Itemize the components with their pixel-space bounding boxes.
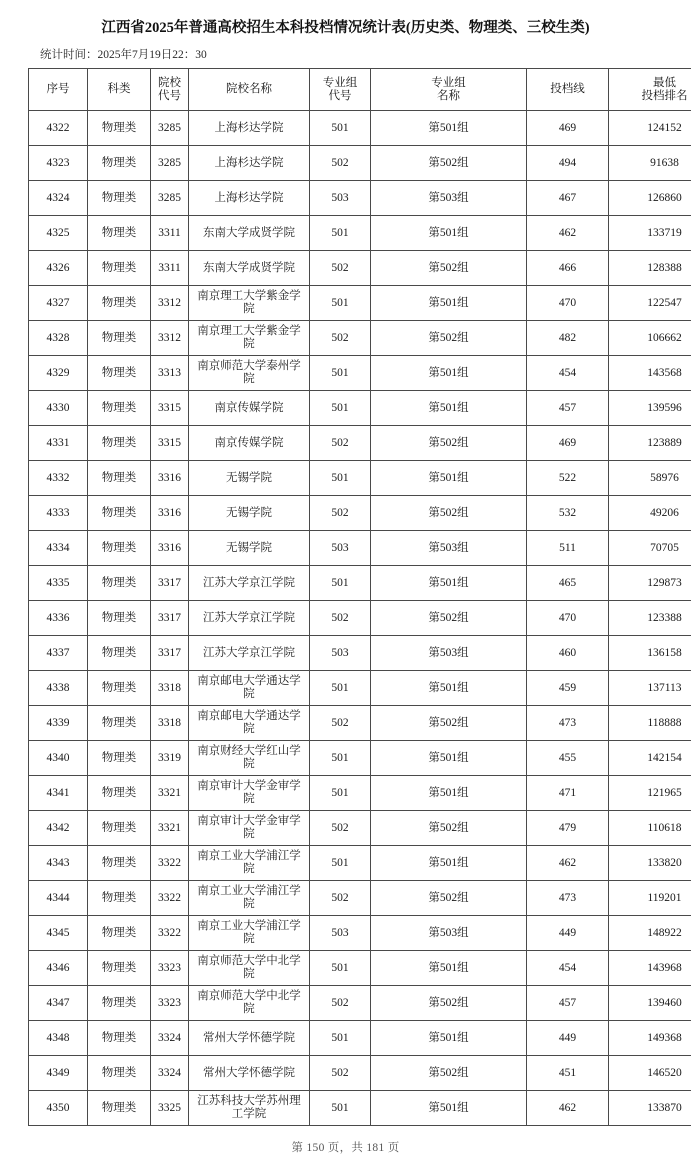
cell-group-code: 502 [310,811,371,846]
cell-min-rank: 124152 [609,111,691,146]
cell-score-line: 449 [527,916,609,951]
cell-score-line: 454 [527,356,609,391]
cell-school-code: 3324 [151,1056,189,1091]
cell-min-rank: 118888 [609,706,691,741]
cell-group-code: 503 [310,181,371,216]
cell-min-rank: 133820 [609,846,691,881]
cell-school-name: 南京传媒学院 [189,391,310,426]
column-header-seq: 序号 [29,69,88,111]
group-name-line1: 专业组 [374,77,523,90]
cell-school-name: 江苏大学京江学院 [189,601,310,636]
cell-school-code: 3316 [151,531,189,566]
cell-category: 物理类 [88,951,151,986]
cell-min-rank: 128388 [609,251,691,286]
cell-category: 物理类 [88,216,151,251]
cell-school-code: 3312 [151,286,189,321]
cell-school-code: 3324 [151,1021,189,1056]
cell-min-rank: 133870 [609,1091,691,1126]
cell-group-name: 第503组 [371,636,527,671]
column-header-group-name [371,69,527,111]
cell-school-code: 3321 [151,811,189,846]
cell-group-name: 第502组 [371,426,527,461]
cell-category: 物理类 [88,776,151,811]
cell-group-code: 502 [310,706,371,741]
cell-min-rank: 139596 [609,391,691,426]
cell-school-code: 3311 [151,251,189,286]
cell-school-name: 南京工业大学浦江学院 [189,881,310,916]
page-title: 江西省2025年普通高校招生本科投档情况统计表(历史类、物理类、三校生类) [0,0,691,38]
cell-min-rank: 142154 [609,741,691,776]
table-row [29,881,691,916]
cell-school-name: 南京邮电大学通达学院 [189,671,310,706]
cell-category: 物理类 [88,706,151,741]
table-row [29,111,691,146]
cell-school-name: 上海杉达学院 [189,111,310,146]
cell-school-code: 3322 [151,881,189,916]
cell-school-name: 南京审计大学金审学院 [189,811,310,846]
table-row [29,671,691,706]
cell-seq: 4346 [29,951,88,986]
cell-min-rank: 119201 [609,881,691,916]
cell-group-code: 501 [310,671,371,706]
cell-school-name: 上海杉达学院 [189,146,310,181]
cell-school-code: 3323 [151,951,189,986]
cell-seq: 4331 [29,426,88,461]
cell-seq: 4342 [29,811,88,846]
cell-group-name: 第503组 [371,531,527,566]
cell-min-rank: 133719 [609,216,691,251]
cell-group-code: 502 [310,321,371,356]
stat-time-label: 统计时间：2025年7月19日22：30 [0,38,691,68]
column-header-school-name: 院校名称 [189,69,310,111]
cell-school-name: 东南大学成贤学院 [189,216,310,251]
table-row [29,741,691,776]
cell-category: 物理类 [88,636,151,671]
cell-min-rank: 129873 [609,566,691,601]
cell-min-rank: 123388 [609,601,691,636]
cell-score-line: 459 [527,671,609,706]
table-header-row [29,69,691,111]
cell-seq: 4323 [29,146,88,181]
cell-school-code: 3313 [151,356,189,391]
table-row [29,811,691,846]
cell-school-name: 江苏科技大学苏州理工学院 [189,1091,310,1126]
cell-min-rank: 139460 [609,986,691,1021]
cell-seq: 4328 [29,321,88,356]
cell-school-name: 南京师范大学泰州学院 [189,356,310,391]
cell-group-code: 501 [310,216,371,251]
cell-seq: 4333 [29,496,88,531]
column-header-group-code [310,69,371,111]
table-row [29,1056,691,1091]
cell-school-name: 江苏大学京江学院 [189,636,310,671]
cell-group-name: 第502组 [371,146,527,181]
cell-category: 物理类 [88,321,151,356]
cell-group-name: 第501组 [371,741,527,776]
cell-seq: 4347 [29,986,88,1021]
cell-school-name: 南京理工大学紫金学院 [189,286,310,321]
cell-group-code: 501 [310,1021,371,1056]
cell-school-code: 3319 [151,741,189,776]
cell-category: 物理类 [88,566,151,601]
cell-group-name: 第501组 [371,216,527,251]
cell-category: 物理类 [88,531,151,566]
cell-seq: 4344 [29,881,88,916]
cell-school-code: 3318 [151,671,189,706]
cell-seq: 4348 [29,1021,88,1056]
cell-school-code: 3317 [151,636,189,671]
table-row [29,356,691,391]
cell-school-name: 南京师范大学中北学院 [189,986,310,1021]
table-row [29,391,691,426]
cell-category: 物理类 [88,251,151,286]
cell-category: 物理类 [88,461,151,496]
cell-score-line: 462 [527,846,609,881]
table-row [29,1091,691,1126]
cell-group-name: 第501组 [371,391,527,426]
cell-group-name: 第501组 [371,566,527,601]
cell-category: 物理类 [88,286,151,321]
cell-category: 物理类 [88,986,151,1021]
cell-score-line: 449 [527,1021,609,1056]
cell-group-name: 第503组 [371,181,527,216]
cell-seq: 4322 [29,111,88,146]
table-row [29,776,691,811]
table-row [29,846,691,881]
cell-score-line: 462 [527,1091,609,1126]
cell-school-code: 3315 [151,391,189,426]
cell-score-line: 471 [527,776,609,811]
group-code-line2: 代号 [313,90,367,103]
cell-group-code: 501 [310,846,371,881]
table-body [29,111,691,1126]
cell-category: 物理类 [88,811,151,846]
cell-category: 物理类 [88,741,151,776]
cell-seq: 4334 [29,531,88,566]
cell-group-code: 501 [310,391,371,426]
cell-group-code: 501 [310,951,371,986]
cell-group-name: 第502组 [371,986,527,1021]
cell-score-line: 470 [527,286,609,321]
cell-group-name: 第503组 [371,916,527,951]
cell-group-code: 502 [310,426,371,461]
cell-category: 物理类 [88,671,151,706]
cell-group-name: 第502组 [371,251,527,286]
cell-score-line: 473 [527,881,609,916]
cell-score-line: 469 [527,111,609,146]
cell-group-name: 第501组 [371,776,527,811]
group-name-line2: 名称 [374,90,523,103]
cell-school-code: 3317 [151,601,189,636]
table-row [29,986,691,1021]
cell-seq: 4337 [29,636,88,671]
table-row [29,951,691,986]
cell-group-code: 501 [310,776,371,811]
table-row [29,321,691,356]
cell-score-line: 482 [527,321,609,356]
cell-category: 物理类 [88,181,151,216]
cell-school-code: 3316 [151,461,189,496]
page-footer: 第 150 页，共 181 页 [0,1126,691,1155]
cell-category: 物理类 [88,391,151,426]
cell-min-rank: 49206 [609,496,691,531]
table-row [29,496,691,531]
cell-group-code: 502 [310,146,371,181]
cell-category: 物理类 [88,356,151,391]
cell-group-name: 第502组 [371,881,527,916]
cell-school-code: 3311 [151,216,189,251]
cell-score-line: 457 [527,986,609,1021]
table-row [29,601,691,636]
cell-min-rank: 91638 [609,146,691,181]
cell-group-code: 502 [310,881,371,916]
cell-min-rank: 149368 [609,1021,691,1056]
cell-score-line: 473 [527,706,609,741]
cell-school-name: 东南大学成贤学院 [189,251,310,286]
cell-seq: 4324 [29,181,88,216]
cell-school-code: 3318 [151,706,189,741]
cell-seq: 4338 [29,671,88,706]
cell-seq: 4325 [29,216,88,251]
cell-category: 物理类 [88,881,151,916]
cell-category: 物理类 [88,496,151,531]
cell-group-code: 502 [310,496,371,531]
cell-score-line: 532 [527,496,609,531]
cell-school-code: 3322 [151,846,189,881]
cell-score-line: 455 [527,741,609,776]
table-row [29,636,691,671]
cell-school-name: 常州大学怀德学院 [189,1056,310,1091]
cell-category: 物理类 [88,1021,151,1056]
cell-seq: 4345 [29,916,88,951]
cell-seq: 4326 [29,251,88,286]
admission-score-table [28,68,691,1126]
cell-group-code: 503 [310,531,371,566]
cell-min-rank: 58976 [609,461,691,496]
cell-seq: 4336 [29,601,88,636]
cell-group-name: 第502组 [371,601,527,636]
cell-group-name: 第501组 [371,951,527,986]
cell-seq: 4330 [29,391,88,426]
cell-group-code: 501 [310,461,371,496]
table-row [29,426,691,461]
cell-min-rank: 143968 [609,951,691,986]
cell-score-line: 466 [527,251,609,286]
cell-category: 物理类 [88,916,151,951]
cell-group-name: 第501组 [371,286,527,321]
cell-school-name: 南京审计大学金审学院 [189,776,310,811]
cell-school-name: 南京工业大学浦江学院 [189,846,310,881]
cell-school-code: 3285 [151,181,189,216]
table-row [29,461,691,496]
cell-min-rank: 126860 [609,181,691,216]
cell-group-code: 501 [310,1091,371,1126]
table-row [29,286,691,321]
cell-group-name: 第501组 [371,461,527,496]
table-row [29,916,691,951]
cell-seq: 4332 [29,461,88,496]
cell-group-code: 503 [310,636,371,671]
table-row [29,566,691,601]
cell-group-name: 第501组 [371,1091,527,1126]
cell-school-name: 南京邮电大学通达学院 [189,706,310,741]
cell-school-code: 3317 [151,566,189,601]
cell-school-code: 3316 [151,496,189,531]
cell-group-code: 501 [310,566,371,601]
cell-group-code: 501 [310,286,371,321]
min-rank-line2: 投档排名 [612,90,691,103]
cell-seq: 4335 [29,566,88,601]
table-row [29,216,691,251]
cell-school-name: 南京传媒学院 [189,426,310,461]
cell-score-line: 457 [527,391,609,426]
cell-group-code: 502 [310,1056,371,1091]
cell-group-name: 第502组 [371,811,527,846]
cell-school-code: 3322 [151,916,189,951]
cell-group-code: 502 [310,986,371,1021]
cell-score-line: 467 [527,181,609,216]
cell-group-code: 503 [310,916,371,951]
cell-school-name: 常州大学怀德学院 [189,1021,310,1056]
school-code-line1: 院校 [154,77,185,90]
table-row [29,706,691,741]
cell-seq: 4339 [29,706,88,741]
cell-school-code: 3285 [151,146,189,181]
cell-group-name: 第502组 [371,321,527,356]
cell-school-code: 3325 [151,1091,189,1126]
cell-seq: 4340 [29,741,88,776]
cell-seq: 4327 [29,286,88,321]
cell-seq: 4350 [29,1091,88,1126]
cell-min-rank: 143568 [609,356,691,391]
column-header-score-line: 投档线 [527,69,609,111]
cell-school-name: 无锡学院 [189,531,310,566]
cell-school-name: 南京财经大学红山学院 [189,741,310,776]
table-row [29,181,691,216]
cell-min-rank: 123889 [609,426,691,461]
cell-score-line: 462 [527,216,609,251]
cell-min-rank: 136158 [609,636,691,671]
cell-score-line: 470 [527,601,609,636]
cell-group-name: 第502组 [371,496,527,531]
cell-group-name: 第501组 [371,846,527,881]
table-row [29,146,691,181]
cell-seq: 4343 [29,846,88,881]
cell-score-line: 454 [527,951,609,986]
cell-seq: 4341 [29,776,88,811]
cell-min-rank: 137113 [609,671,691,706]
cell-school-code: 3312 [151,321,189,356]
cell-category: 物理类 [88,601,151,636]
table-container [0,68,691,1126]
cell-score-line: 465 [527,566,609,601]
cell-school-code: 3321 [151,776,189,811]
cell-seq: 4349 [29,1056,88,1091]
cell-school-name: 南京师范大学中北学院 [189,951,310,986]
column-header-category: 科类 [88,69,151,111]
cell-score-line: 494 [527,146,609,181]
cell-group-code: 502 [310,601,371,636]
table-row [29,1021,691,1056]
cell-group-code: 501 [310,741,371,776]
cell-group-name: 第501组 [371,671,527,706]
cell-category: 物理类 [88,111,151,146]
cell-min-rank: 110618 [609,811,691,846]
school-code-line2: 代号 [154,90,185,103]
cell-category: 物理类 [88,1091,151,1126]
cell-group-name: 第501组 [371,111,527,146]
cell-score-line: 511 [527,531,609,566]
cell-group-name: 第502组 [371,1056,527,1091]
cell-min-rank: 146520 [609,1056,691,1091]
cell-group-name: 第501组 [371,1021,527,1056]
cell-seq: 4329 [29,356,88,391]
cell-score-line: 479 [527,811,609,846]
cell-school-code: 3315 [151,426,189,461]
cell-score-line: 460 [527,636,609,671]
cell-school-name: 无锡学院 [189,496,310,531]
cell-category: 物理类 [88,846,151,881]
cell-min-rank: 122547 [609,286,691,321]
cell-group-code: 501 [310,356,371,391]
cell-score-line: 451 [527,1056,609,1091]
cell-min-rank: 121965 [609,776,691,811]
table-row [29,251,691,286]
column-header-min-rank [609,69,691,111]
cell-min-rank: 148922 [609,916,691,951]
group-code-line1: 专业组 [313,77,367,90]
table-header [29,69,691,111]
cell-school-code: 3323 [151,986,189,1021]
cell-school-name: 江苏大学京江学院 [189,566,310,601]
cell-school-name: 南京理工大学紫金学院 [189,321,310,356]
cell-category: 物理类 [88,146,151,181]
cell-score-line: 522 [527,461,609,496]
cell-score-line: 469 [527,426,609,461]
cell-min-rank: 70705 [609,531,691,566]
cell-school-name: 无锡学院 [189,461,310,496]
cell-school-name: 南京工业大学浦江学院 [189,916,310,951]
cell-school-name: 上海杉达学院 [189,181,310,216]
cell-group-name: 第502组 [371,706,527,741]
table-row [29,531,691,566]
cell-group-name: 第501组 [371,356,527,391]
cell-category: 物理类 [88,426,151,461]
cell-group-code: 501 [310,111,371,146]
cell-category: 物理类 [88,1056,151,1091]
cell-school-code: 3285 [151,111,189,146]
cell-group-code: 502 [310,251,371,286]
column-header-school-code [151,69,189,111]
min-rank-line1: 最低 [612,77,691,90]
cell-min-rank: 106662 [609,321,691,356]
